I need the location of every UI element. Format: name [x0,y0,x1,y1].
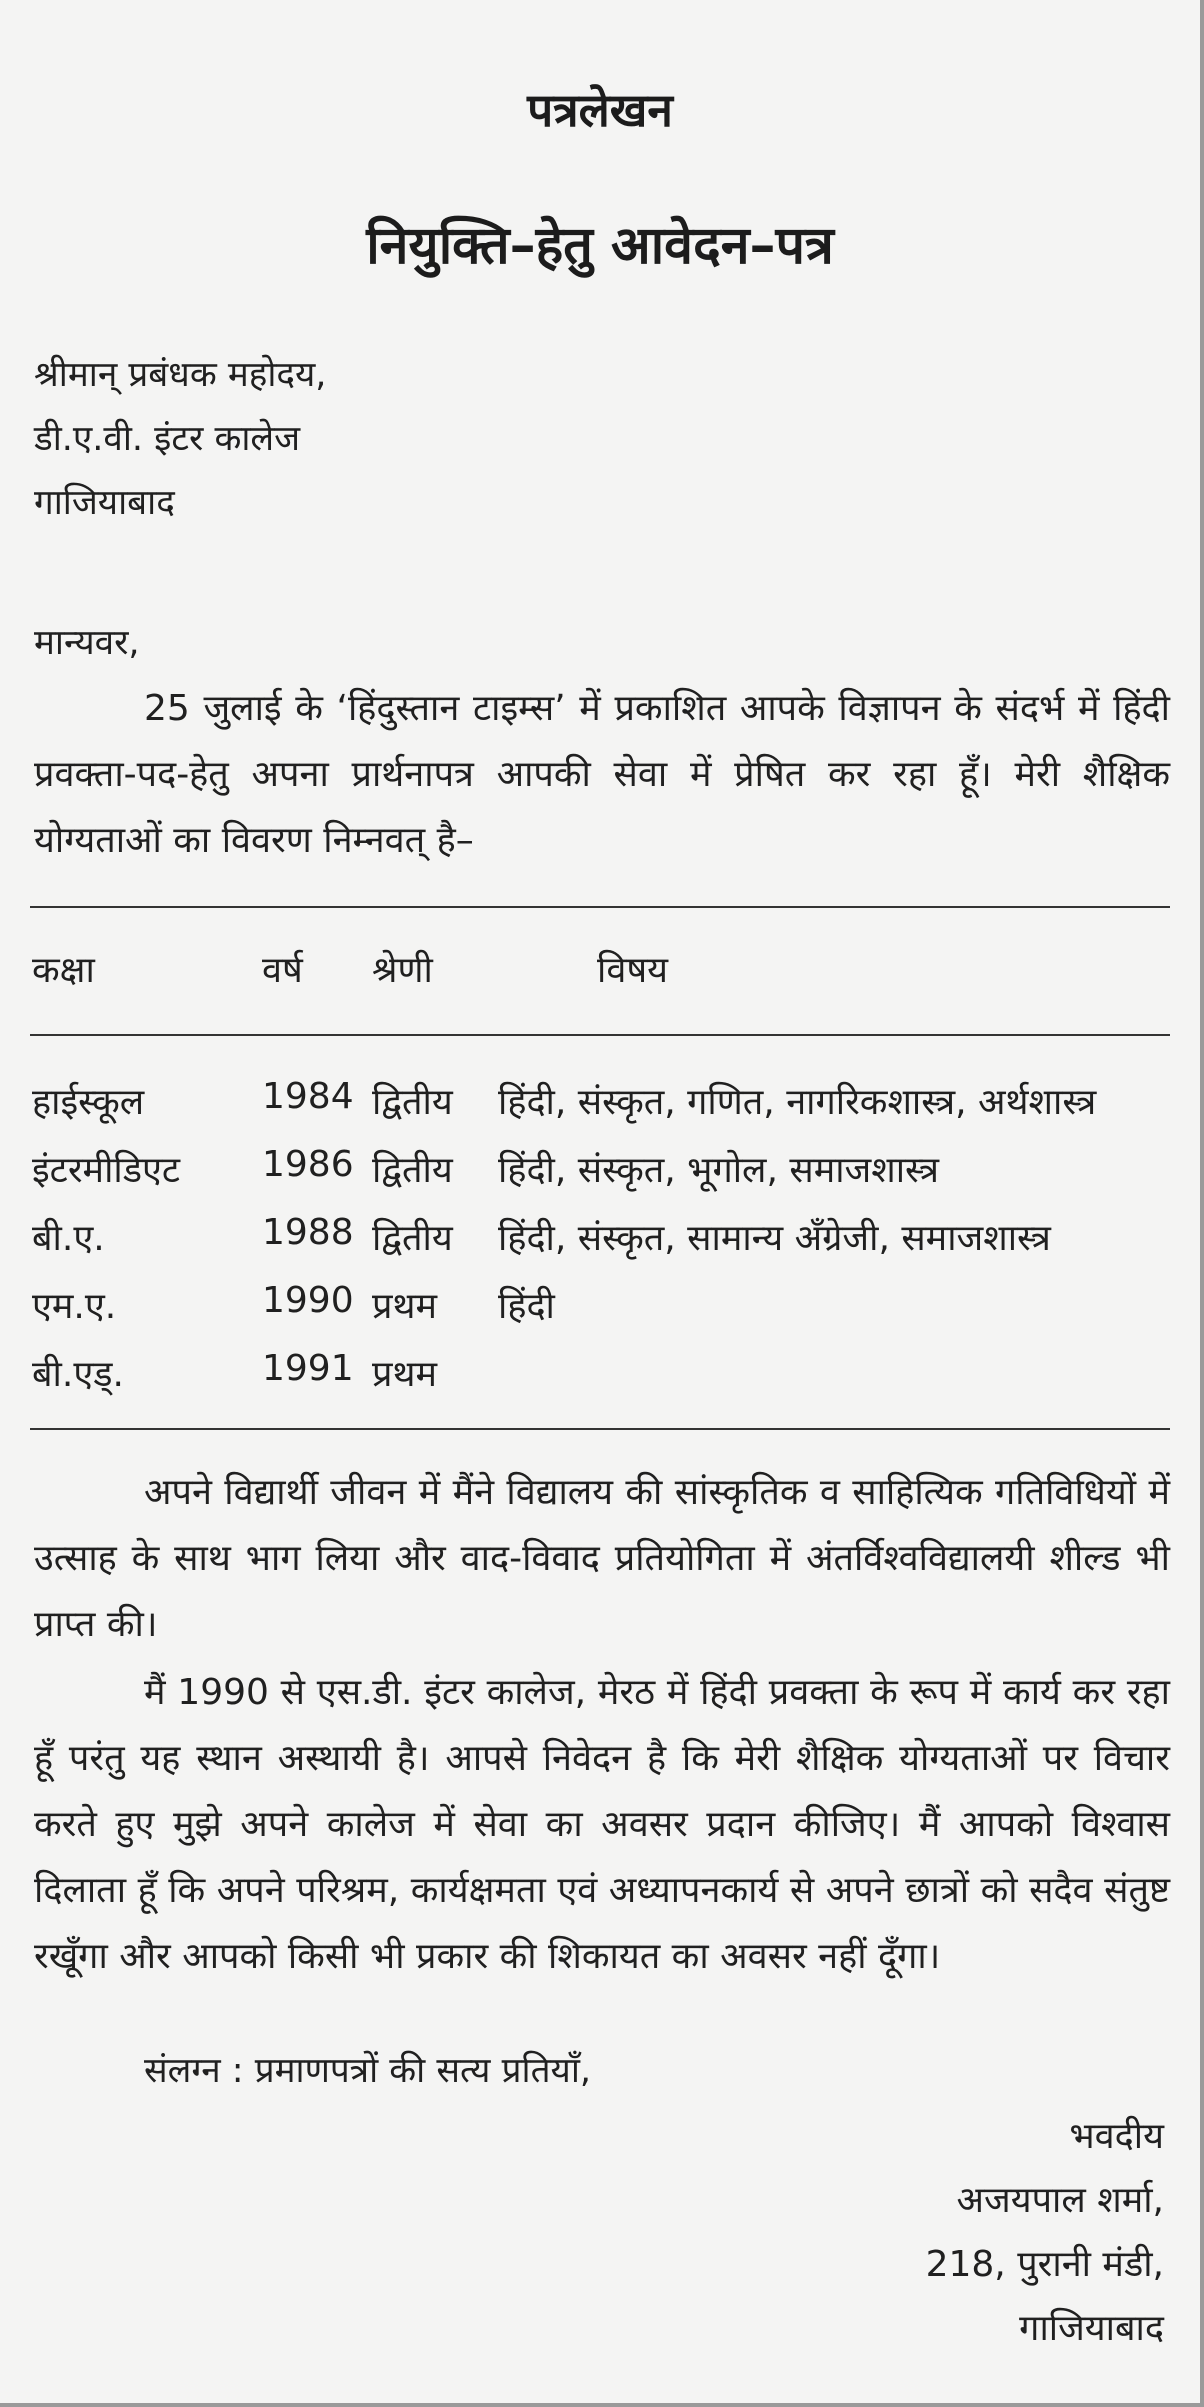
page-heading: पत्रलेखन [527,83,673,137]
cell-year: 1990 [262,1280,354,1321]
cell-year: 1986 [262,1144,354,1185]
cell-division: द्वितीय [372,1082,453,1123]
cell-division: द्वितीय [372,1150,453,1191]
table-top-rule [30,906,1170,908]
request-paragraph: मैं 1990 से एस.डी. इंटर कालेज, मेरठ में हिंदी प्रवक्ता के रूप में कार्य कर रहा हूँ परंतु यह स्थान अस्थायी है। आपसे निवेदन है कि मेरी शैक्षिक योग्यताओं पर विचार करते हुए मुझे अपने कालेज में सेवा का अवसर प्रदान कीजिए। मैं आपको विश्वास दिलाता हूँ कि अपने परिश्रम, कार्यक्षमता एवं अध्यापनकार्य से अपने छात्रों को सदैव संतुष्ट रखूँगा और आपको किसी भी प्रकार की शिकायत का अवसर नहीं दूँगा। [34,1672,1170,1977]
cell-subjects: हिंदी, संस्कृत, भूगोल, समाजशास्त्र [498,1150,939,1191]
cell-year: 1984 [262,1076,354,1117]
sender-name: अजयपाल शर्मा, [956,2180,1164,2221]
cell-year: 1988 [262,1212,354,1253]
cell-class: एम.ए. [32,1286,117,1327]
cell-class: बी.एड्. [32,1354,124,1395]
header-subjects: विषय [597,950,669,991]
activities-paragraph: अपने विद्यार्थी जीवन में मैंने विद्यालय की सांस्कृतिक व साहित्यिक गतिविधियों में उत्साह के साथ भाग लिया और वाद-विवाद प्रतियोगिता में अंतर्विश्वविद्यालयी शील्ड भी प्राप्त की। [34,1472,1170,1645]
cell-class: हाईस्कूल [32,1082,145,1123]
cell-subjects: हिंदी, संस्कृत, सामान्य अँग्रेजी, समाजशास्त्र [498,1218,1051,1259]
address-line-1: श्रीमान् प्रबंधक महोदय, [34,355,327,395]
cell-year: 1991 [262,1348,354,1389]
enclosure-note: संलग्न : प्रमाणपत्रों की सत्य प्रतियाँ, [144,2051,592,2091]
address-line-3: गाजियाबाद [34,483,175,523]
closing: भवदीय [1069,2116,1164,2157]
letter-title: नियुक्ति–हेतु आवेदन–पत्र [366,216,834,276]
intro-paragraph: 25 जुलाई के ‘हिंदुस्तान टाइम्स’ में प्रकाशित आपके विज्ञापन के संदर्भ में हिंदी प्रवक्ता-पद-हेतु अपना प्रार्थनापत्र आपकी सेवा में प्रेषित कर रहा हूँ। मेरी शैक्षिक योग्यताओं का विवरण निम्नवत् है– [34,688,1170,861]
sender-address-line-1: 218, पुरानी मंडी, [925,2244,1164,2285]
header-division: श्रेणी [372,950,433,991]
cell-class: इंटरमीडिएट [32,1150,181,1191]
cell-class: बी.ए. [32,1218,105,1259]
salutation: मान्यवर, [34,623,140,663]
cell-division: द्वितीय [372,1218,453,1259]
header-year: वर्ष [262,950,303,991]
cell-division: प्रथम [372,1286,438,1327]
table-header-rule [30,1034,1170,1036]
sender-address-line-2: गाजियाबाद [1019,2308,1164,2349]
header-class: कक्षा [32,950,95,991]
cell-subjects: हिंदी [498,1286,555,1327]
address-line-2: डी.ए.वी. इंटर कालेज [34,419,301,459]
table-bottom-rule [30,1428,1170,1430]
cell-division: प्रथम [372,1354,438,1395]
cell-subjects: हिंदी, संस्कृत, गणित, नागरिकशास्त्र, अर्थशास्त्र [498,1082,1097,1123]
